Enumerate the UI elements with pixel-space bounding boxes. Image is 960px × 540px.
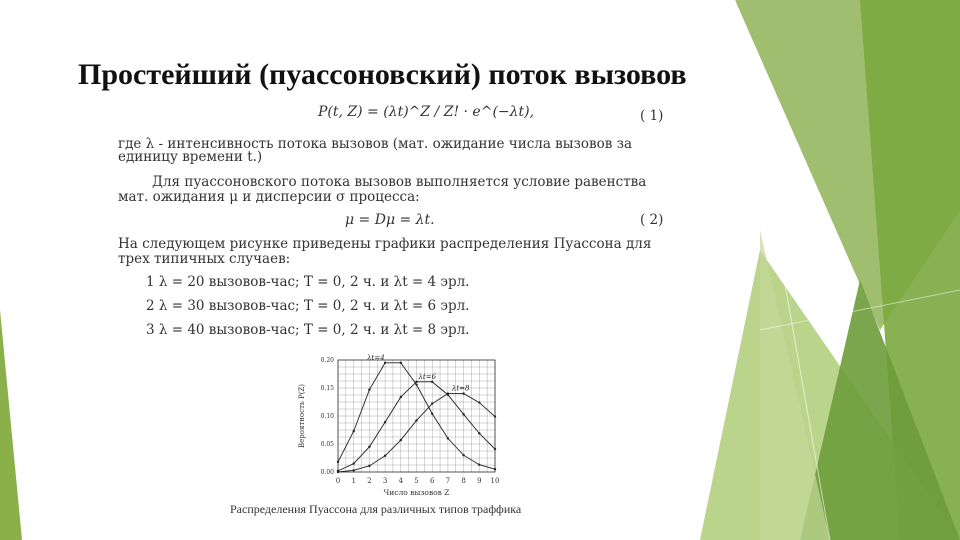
data-point: [400, 439, 402, 441]
data-point: [478, 464, 480, 466]
slide-title: Простейший (пуассоновский) поток вызовов: [78, 58, 687, 91]
x-tick-label: 5: [414, 477, 419, 485]
y-tick-label: 0.05: [320, 441, 334, 448]
data-point: [400, 396, 402, 398]
data-point: [494, 448, 496, 450]
case-item: 1 λ = 20 вызовов-час; T = 0, 2 ч. и λt = 4 эрл.: [146, 274, 470, 290]
data-point: [431, 413, 433, 415]
x-tick-label: 2: [367, 477, 372, 485]
data-point: [400, 362, 402, 364]
x-axis-label: Число вызовов Z: [383, 488, 450, 497]
text-line: мат. ожидания μ и дисперсии σ процесса:: [118, 189, 420, 205]
text-line: единицу времени t.): [118, 149, 263, 165]
data-point: [368, 388, 370, 390]
data-point: [478, 432, 480, 434]
y-tick-label: 0.15: [320, 385, 334, 392]
series-label: λt=8: [451, 384, 470, 393]
x-tick-label: 7: [445, 477, 451, 485]
y-tick-label: 0.10: [320, 413, 334, 420]
data-point: [415, 381, 417, 383]
data-point: [447, 392, 449, 394]
data-point: [415, 383, 417, 385]
series-label: λt=6: [418, 372, 437, 381]
x-tick-label: 9: [477, 477, 482, 485]
series-label: λt=4: [367, 353, 385, 362]
data-point: [368, 446, 370, 448]
deco-triangle-left: [0, 310, 22, 540]
data-point: [447, 437, 449, 439]
text-line: где λ - интенсивность потока вызовов (мат. ожидание числа вызовов за: [118, 136, 633, 152]
data-point: [384, 362, 386, 364]
y-axis-label: Вероятность P(Z): [298, 383, 306, 449]
data-point: [353, 462, 355, 464]
data-point: [337, 471, 339, 473]
data-point: [353, 469, 355, 471]
case-item: 2 λ = 30 вызовов-час; T = 0, 2 ч. и λt = 6 эрл.: [146, 298, 470, 314]
x-tick-label: 6: [429, 477, 435, 485]
data-point: [431, 381, 433, 383]
data-point: [353, 430, 355, 432]
data-point: [368, 465, 370, 467]
formula-1-number: ( 1): [640, 108, 664, 124]
formula-2: μ = Dμ = λt.: [345, 212, 435, 228]
x-tick-label: 0: [335, 477, 341, 485]
data-point: [462, 413, 464, 415]
data-point: [384, 455, 386, 457]
text-line: трех типичных случаев:: [118, 251, 291, 267]
data-point: [431, 402, 433, 404]
formula-1: P(t, Z) = (λt)^Z / Z! · e^(−λt),: [318, 104, 535, 120]
x-tick-label: 4: [398, 477, 404, 485]
data-point: [337, 461, 339, 463]
data-point: [462, 454, 464, 456]
data-point: [384, 421, 386, 423]
y-tick-label: 0.20: [320, 357, 334, 364]
data-point: [415, 419, 417, 421]
x-tick-label: 10: [490, 477, 500, 485]
data-point: [478, 401, 480, 403]
x-tick-label: 1: [351, 477, 356, 485]
x-tick-label: 8: [461, 477, 466, 485]
x-tick-label: 3: [382, 477, 388, 485]
data-point: [494, 468, 496, 470]
formula-2-number: ( 2): [640, 212, 664, 228]
case-item: 3 λ = 40 вызовов-час; T = 0, 2 ч. и λt = 8 эрл.: [146, 322, 470, 338]
y-tick-label: 0.00: [320, 469, 334, 476]
text-line: На следующем рисунке приведены графики распределения Пуассона для: [118, 236, 652, 252]
text-line: Для пуассоновского потока вызовов выполняется условие равенства: [152, 174, 647, 190]
poisson-chart-svg: [290, 350, 530, 500]
data-point: [462, 392, 464, 394]
data-point: [494, 415, 496, 417]
figure-caption: Распределения Пуассона для различных типов траффика: [230, 502, 522, 516]
